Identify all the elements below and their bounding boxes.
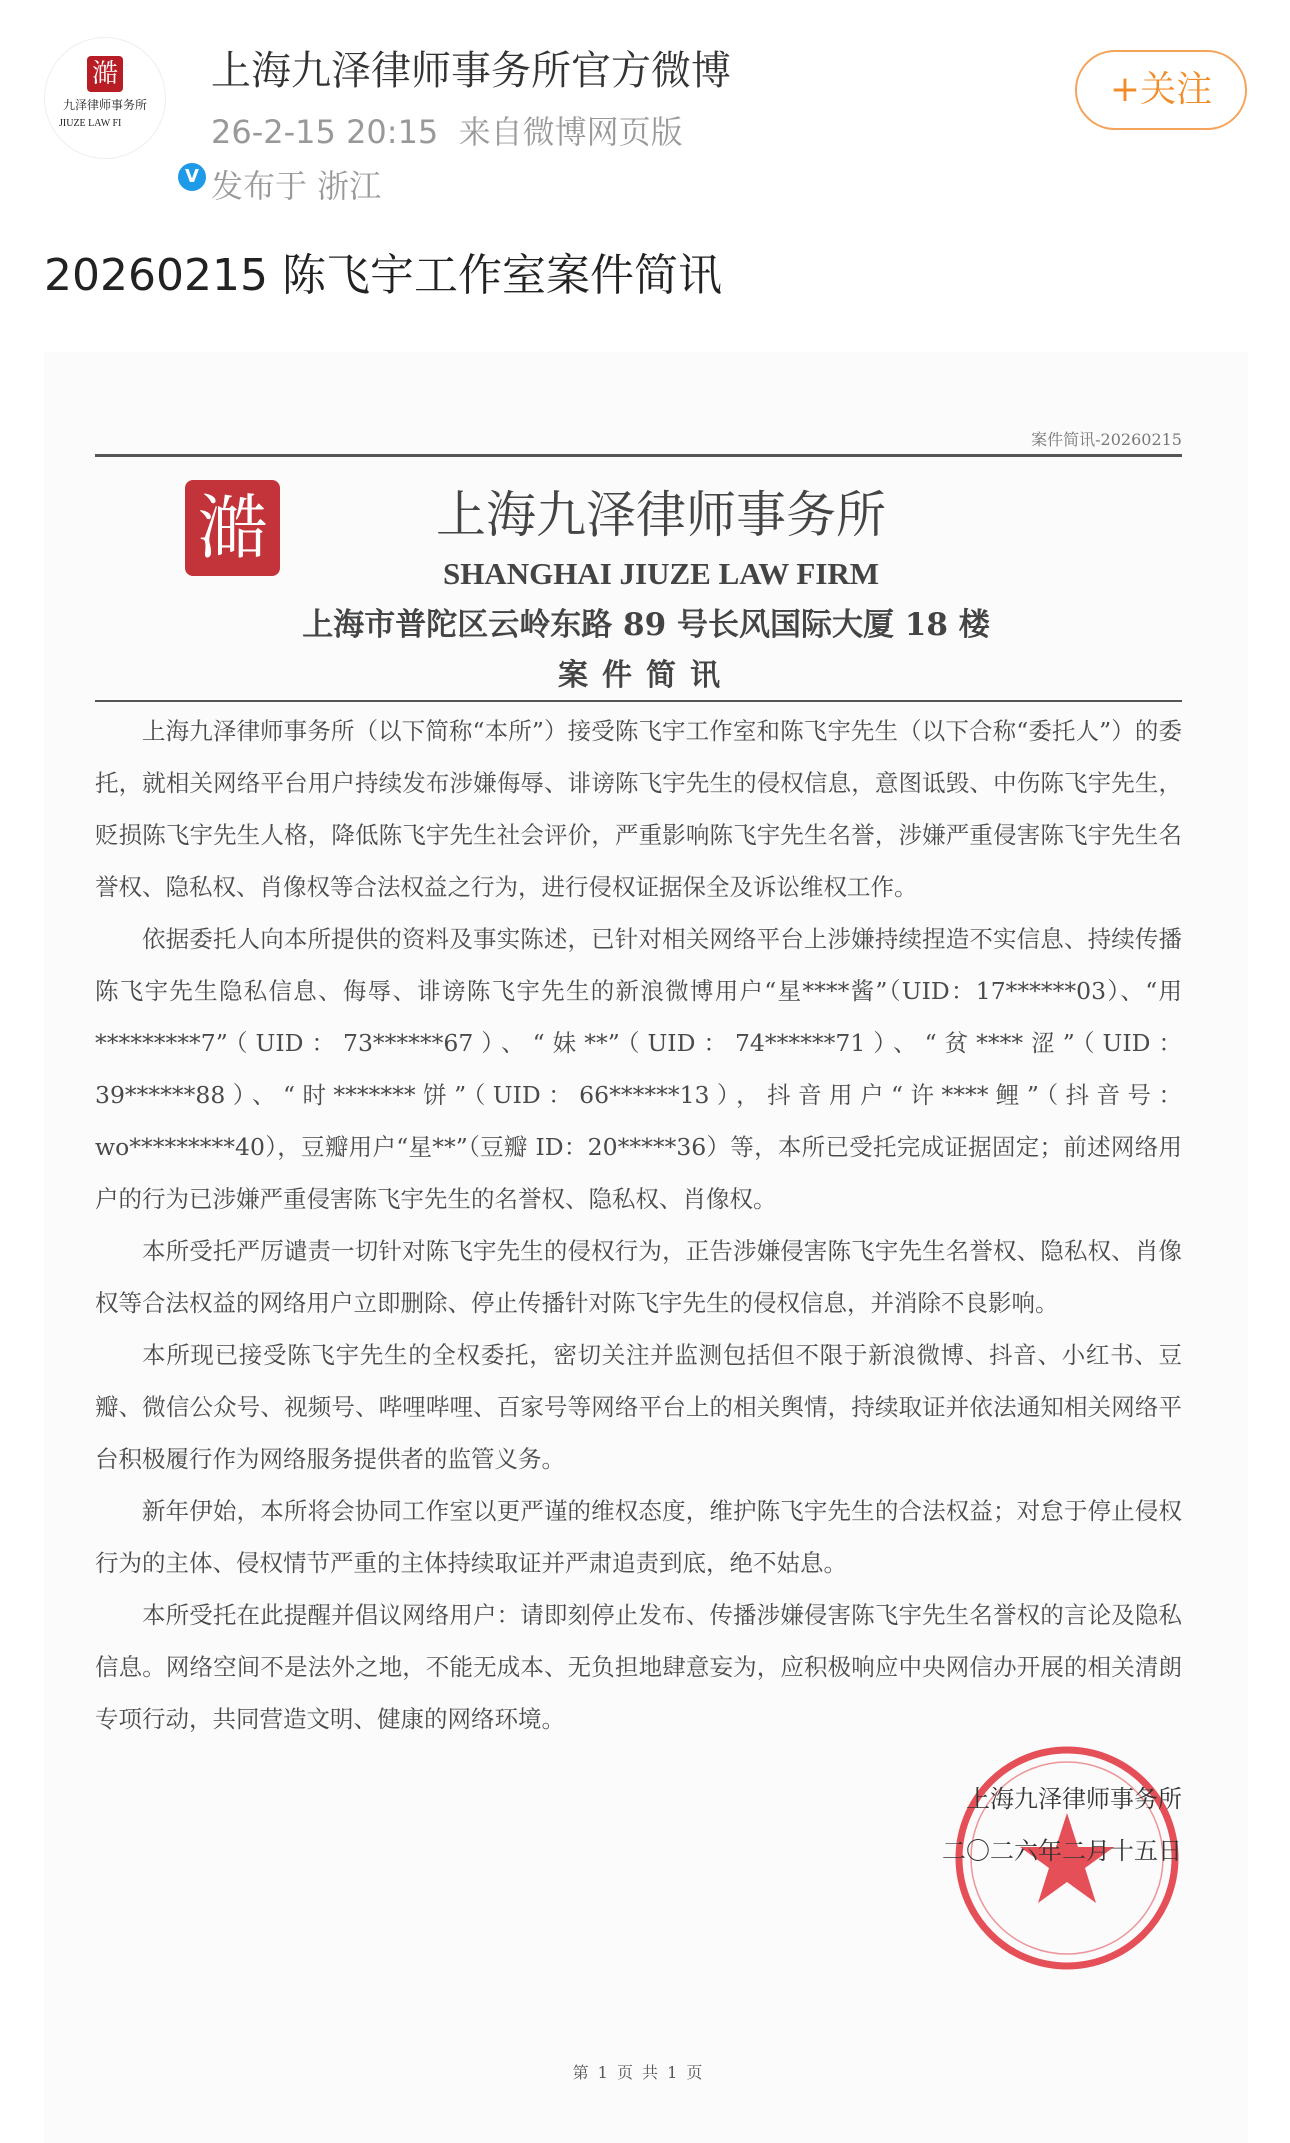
document-ref: 案件简讯-20260215 xyxy=(1031,430,1182,449)
signature: 上海九泽律师事务所 xyxy=(966,1785,1182,1813)
paragraph: 依据委托人向本所提供的资料及事实陈述，已针对相关网络平台上涉嫌持续捏造不实信息、持续传播陈飞宇先生隐私信息、侮辱、诽谤陈飞宇先生的新浪微博用户“星****酱”（UID：17******03）、“用*********7”（UID：73******67）、“妹**”（UID：74******71）、“贫****涩”（UID：39******88）、“时*******饼”（UID：66******13），抖音用户“许****鲤”（抖音号：wo*********40），豆瓣用户“星**”（豆瓣 ID：20*****36）等，本所已受托完成证据固定；前述网络用户的行为已涉嫌严重侵害陈飞宇先生的名誉权、隐私权、肖像权。 xyxy=(95,925,1182,1213)
post-timestamp: 26-2-15 20:15 xyxy=(211,113,439,151)
signature-date: 二〇二六年二月十五日 xyxy=(942,1837,1182,1865)
document-title: 案件简讯 xyxy=(558,658,734,693)
follow-button[interactable]: +关注 xyxy=(1075,50,1247,130)
avatar-text-cn: 九泽律师事务所 xyxy=(62,98,147,112)
paragraph: 本所受托在此提醒并倡议网络用户：请即刻停止发布、传播涉嫌侵害陈飞宇先生名誉权的言论及隐私信息。网络空间不是法外之地，不能无成本、无负担地肆意妄为，应积极响应中央网信办开展的相关清朗专项行动，共同营造文明、健康的网络环境。 xyxy=(95,1601,1182,1733)
paragraph: 上海九泽律师事务所（以下简称“本所”）接受陈飞宇工作室和陈飞宇先生（以下合称“委托人”）的委托，就相关网络平台用户持续发布涉嫌侮辱、诽谤陈飞宇先生的侵权信息，意图诋毁、中伤陈飞宇先生，贬损陈飞宇先生人格，降低陈飞宇先生社会评价，严重影响陈飞宇先生名誉，涉嫌严重侵害陈飞宇先生名誉权、隐私权、肖像权等合法权益之行为，进行侵权证据保全及诉讼维权工作。 xyxy=(95,717,1182,901)
firm-name: 上海九泽律师事务所 xyxy=(436,486,886,544)
firm-logo: 澔 xyxy=(185,480,280,576)
page-footer: 第 1 页 共 1 页 xyxy=(572,2063,705,2082)
paragraph: 本所受托严厉谴责一切针对陈飞宇先生的侵权行为，正告涉嫌侵害陈飞宇先生名誉权、隐私权、肖像权等合法权益的网络用户立即删除、停止传播针对陈飞宇先生的侵权信息，并消除不良影响。 xyxy=(95,1237,1182,1317)
paragraph: 新年伊始，本所将会协同工作室以更严谨的维权态度，维护陈飞宇先生的合法权益；对怠于停止侵权行为的主体、侵权情节严重的主体持续取证并严肃追责到底，绝不姑息。 xyxy=(95,1497,1182,1577)
document-image[interactable] xyxy=(44,352,1248,2143)
avatar-text-en: JIUZE LAW FI xyxy=(59,118,122,129)
firm-address: 上海市普陀区云岭东路 89 号长风国际大厦 18 楼 xyxy=(302,607,990,643)
paragraph: 本所现已接受陈飞宇先生的全权委托，密切关注并监测包括但不限于新浪微博、抖音、小红书、豆瓣、微信公众号、视频号、哔哩哔哩、百家号等网络平台上的相关舆情，持续取证并依法通知相关网络平台积极履行作为网络服务提供者的监管义务。 xyxy=(95,1341,1182,1473)
post-text: 20260215 陈飞宇工作室案件简讯 xyxy=(44,250,722,301)
document-content xyxy=(95,352,1182,2143)
account-avatar[interactable] xyxy=(44,37,199,187)
verified-badge-icon: V xyxy=(175,160,209,194)
account-name[interactable]: 上海九泽律师事务所官方微博 xyxy=(211,48,731,94)
firm-name-en: SHANGHAI JIUZE LAW FIRM xyxy=(442,556,880,591)
post-location: 发布于 浙江 xyxy=(211,167,382,205)
document-body xyxy=(95,705,1182,1745)
post-meta xyxy=(211,112,683,152)
signature-block xyxy=(95,1773,1182,2003)
post-source: 来自微博网页版 xyxy=(458,113,683,151)
avatar-logo: 澔 xyxy=(87,56,123,92)
